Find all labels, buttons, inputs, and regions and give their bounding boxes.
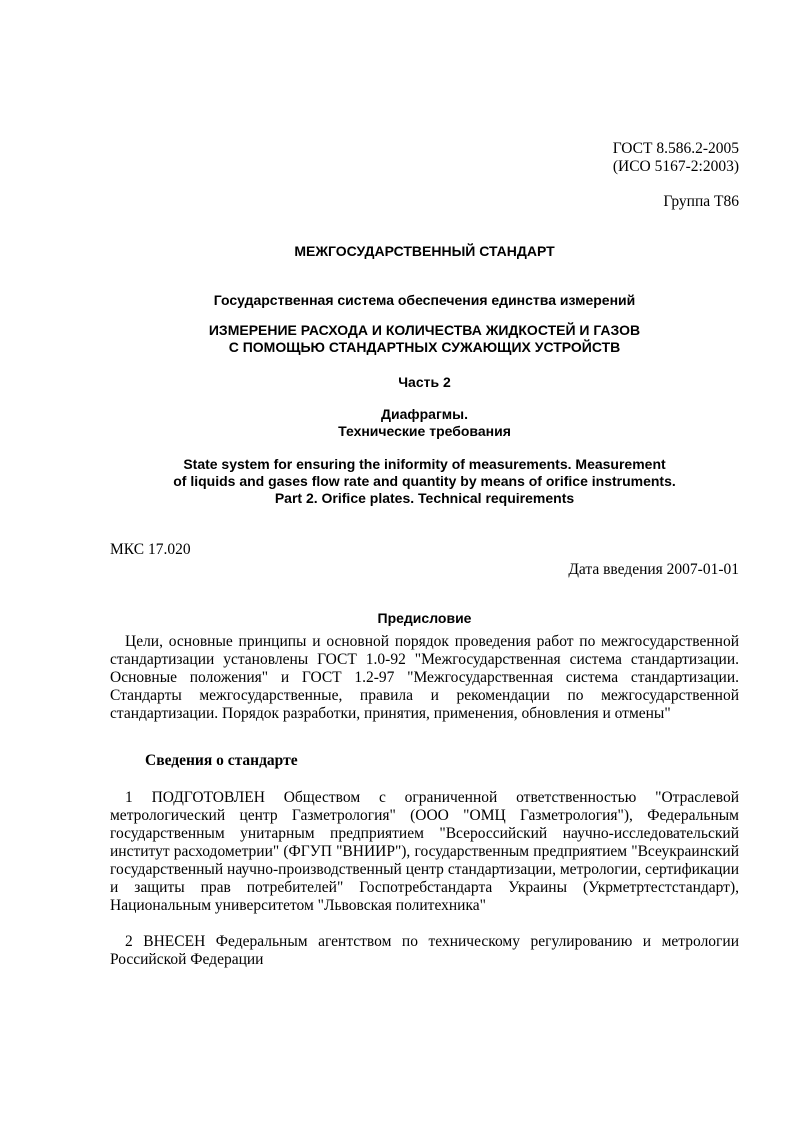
main-title-line-2: С ПОМОЩЬЮ СТАНДАРТНЫХ СУЖАЮЩИХ УСТРОЙСТВ bbox=[228, 339, 621, 355]
group-label: Группа Т86 bbox=[663, 193, 739, 210]
foreword-paragraph: Цели, основные принципы и основной порядок проведения работ по межгосударственной стандартизации установлены ГОСТ 1.0-92 "Межгосударственная система стандартизации. Основные положения" и ГОСТ 1.2-97 "Межгосударственная система стандартизации. Стандарты межгосударственные, правила и рекомендации по межгосударственной стандартизации. Порядок разработки, принятия, применения, обновления и отмены" bbox=[110, 633, 739, 722]
system-title: Государственная система обеспечения единства измерений bbox=[213, 292, 636, 308]
main-title-line-1: ИЗМЕРЕНИЕ РАСХОДА И КОЛИЧЕСТВА ЖИДКОСТЕЙ И ГАЗОВ bbox=[208, 322, 641, 338]
mks-code: МКС 17.020 bbox=[110, 541, 191, 558]
english-title-line-1: State system for ensuring the iniformity of measurements. Measurement bbox=[183, 456, 666, 472]
english-title bbox=[110, 456, 739, 507]
english-title-line-3: Part 2. Orifice plates. Technical requirements bbox=[274, 490, 575, 506]
foreword-heading: Предисловие bbox=[377, 610, 472, 626]
part-number: Часть 2 bbox=[398, 374, 451, 390]
standard-number: ГОСТ 8.586.2-2005 bbox=[612, 140, 739, 157]
main-title bbox=[110, 322, 739, 356]
standard-category: МЕЖГОСУДАРСТВЕННЫЙ СТАНДАРТ bbox=[294, 243, 555, 259]
info-item-1: 1 ПОДГОТОВЛЕН Обществом с ограниченной ответственностью "Отраслевой метрологический центр Газметрология" (ООО "ОМЦ Газметрология"), Федеральным государственным унитарным предприятием "Всероссийский научно-исследовательский институт расходометрии" (ФГУП "ВНИИР"), государственным предприятием "Всеукраинский государственный научно-производственный центр стандартизации, метрологии, сертификации и защиты прав потребителей" Госпотребстандарта Украины (Укрметртестстандарт), Национальным университетом "Львовская политехника" bbox=[110, 789, 739, 914]
subtitle-line-2: Технические требования bbox=[338, 423, 511, 439]
info-heading: Сведения о стандарте bbox=[145, 752, 298, 769]
subtitle bbox=[110, 406, 739, 440]
header-block bbox=[440, 140, 739, 176]
intro-date: Дата введения 2007-01-01 bbox=[568, 561, 739, 578]
subtitle-line-1: Диафрагмы. bbox=[381, 406, 468, 422]
english-title-line-2: of liquids and gases flow rate and quantity by means of orifice instruments. bbox=[173, 473, 676, 489]
info-item-2: 2 ВНЕСЕН Федеральным агентством по техническому регулированию и метрологии Российской Федерации bbox=[110, 933, 739, 968]
iso-reference: (ИСО 5167-2:2003) bbox=[612, 158, 739, 175]
